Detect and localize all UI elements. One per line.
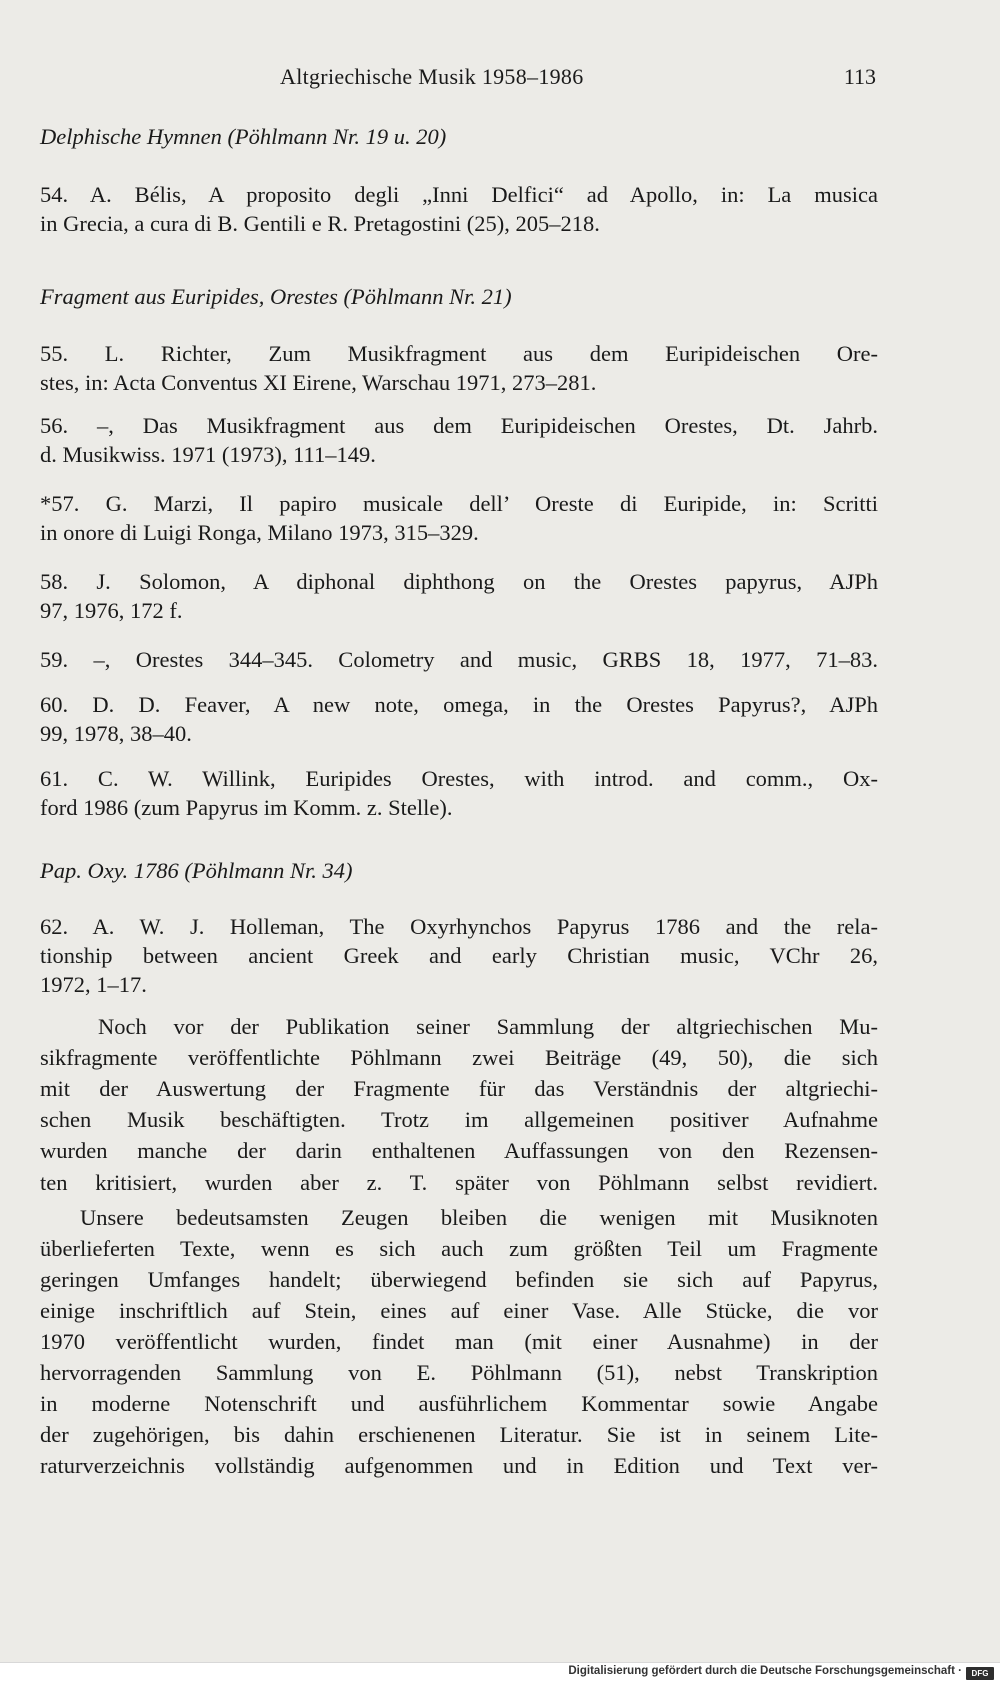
paragraph-1-line-4: schen Musik beschäftigten. Trotz im allgemeinen positiver Aufnahme xyxy=(40,1107,878,1132)
paragraph-2-line-2: überlieferten Texte, wenn es sich auch zum größten Teil um Fragmente xyxy=(40,1236,878,1261)
section-heading-delphic-hymns: Delphische Hymnen (Pöhlmann Nr. 19 u. 20) xyxy=(40,124,447,149)
entry-56-line-1: 56. –, Das Musikfragment aus dem Euripideischen Orestes, Dt. Jahrb. xyxy=(40,413,878,438)
paragraph-2-line-7: in moderne Notenschrift und ausführlichem Kommentar sowie Angabe xyxy=(40,1391,878,1416)
funding-credit: Digitalisierung gefördert durch die Deutsche Forschungsgemeinschaft · xyxy=(568,1665,962,1677)
paragraph-2-line-5: 1970 veröffentlicht wurden, findet man (mit einer Ausnahme) in der xyxy=(40,1329,878,1354)
entry-62-line-1: 62. A. W. J. Holleman, The Oxyrhynchos Papyrus 1786 and the rela- xyxy=(40,914,878,939)
entry-56-line-2: d. Musikwiss. 1971 (1973), 111–149. xyxy=(40,442,376,467)
paragraph-1-line-5: wurden manche der darin enthaltenen Auffassungen von den Rezensen- xyxy=(40,1138,878,1163)
entry-61-line-2: ford 1986 (zum Papyrus im Komm. z. Stelle). xyxy=(40,795,453,820)
entry-57-line-2: in onore di Luigi Ronga, Milano 1973, 315–329. xyxy=(40,520,479,545)
entry-55-line-2: stes, in: Acta Conventus XI Eirene, Warschau 1971, 273–281. xyxy=(40,370,597,395)
entry-62-line-2: tionship between ancient Greek and early Christian music, VChr 26, xyxy=(40,943,878,968)
running-title: Altgriechische Musik 1958–1986 xyxy=(280,64,584,89)
entry-62-line-3: 1972, 1–17. xyxy=(40,972,147,997)
paragraph-1-line-6: ten kritisiert, wurden aber z. T. später von Pöhlmann selbst revidiert. xyxy=(40,1170,878,1195)
paragraph-2-line-8: der zugehörigen, bis dahin erschienenen Literatur. Sie ist in seinem Lite- xyxy=(40,1422,878,1447)
entry-54-line-1: 54. A. Bélis, A proposito degli „Inni Delfici“ ad Apollo, in: La musica xyxy=(40,182,878,207)
paragraph-1-line-1: Noch vor der Publikation seiner Sammlung der altgriechischen Mu- xyxy=(98,1014,878,1039)
page-header xyxy=(280,64,876,94)
paragraph-2-line-9: raturverzeichnis vollständig aufgenommen und in Edition und Text ver- xyxy=(40,1453,878,1478)
entry-60-line-1: 60. D. D. Feaver, A new note, omega, in the Orestes Papyrus?, AJPh xyxy=(40,692,878,717)
paragraph-2-line-4: einige inschriftlich auf Stein, eines auf einer Vase. Alle Stücke, die vor xyxy=(40,1298,878,1323)
paragraph-2-line-6: hervorragenden Sammlung von E. Pöhlmann (51), nebst Transkription xyxy=(40,1360,878,1385)
section-heading-orestes-fragment: Fragment aus Euripides, Orestes (Pöhlmann Nr. 21) xyxy=(40,284,512,309)
entry-57-line-1: *57. G. Marzi, Il papiro musicale dell’ Oreste di Euripide, in: Scritti xyxy=(40,491,878,516)
entry-54-line-2: in Grecia, a cura di B. Gentili e R. Pretagostini (25), 205–218. xyxy=(40,211,600,236)
entry-55-line-1: 55. L. Richter, Zum Musikfragment aus dem Euripideischen Ore- xyxy=(40,341,878,366)
entry-60-line-2: 99, 1978, 38–40. xyxy=(40,721,192,746)
paragraph-2-line-1: Unsere bedeutsamsten Zeugen bleiben die wenigen mit Musiknoten xyxy=(80,1205,878,1230)
digitization-footer xyxy=(0,1662,1000,1684)
dfg-logo: DFG xyxy=(966,1667,994,1680)
entry-61-line-1: 61. C. W. Willink, Euripides Orestes, with introd. and comm., Ox- xyxy=(40,766,878,791)
page-number: 113 xyxy=(843,64,876,89)
paragraph-2-line-3: geringen Umfanges handelt; überwiegend befinden sie sich auf Papyrus, xyxy=(40,1267,878,1292)
entry-58-line-2: 97, 1976, 172 f. xyxy=(40,598,183,623)
paragraph-1-line-2: sikfragmente veröffentlichte Pöhlmann zwei Beiträge (49, 50), die sich xyxy=(40,1045,878,1070)
entry-59-line-1: 59. –, Orestes 344–345. Colometry and music, GRBS 18, 1977, 71–83. xyxy=(40,647,878,672)
section-heading-pap-oxy: Pap. Oxy. 1786 (Pöhlmann Nr. 34) xyxy=(40,858,353,883)
entry-58-line-1: 58. J. Solomon, A diphonal diphthong on the Orestes papyrus, AJPh xyxy=(40,569,878,594)
paragraph-1-line-3: mit der Auswertung der Fragmente für das Verständnis der altgriechi- xyxy=(40,1076,878,1101)
